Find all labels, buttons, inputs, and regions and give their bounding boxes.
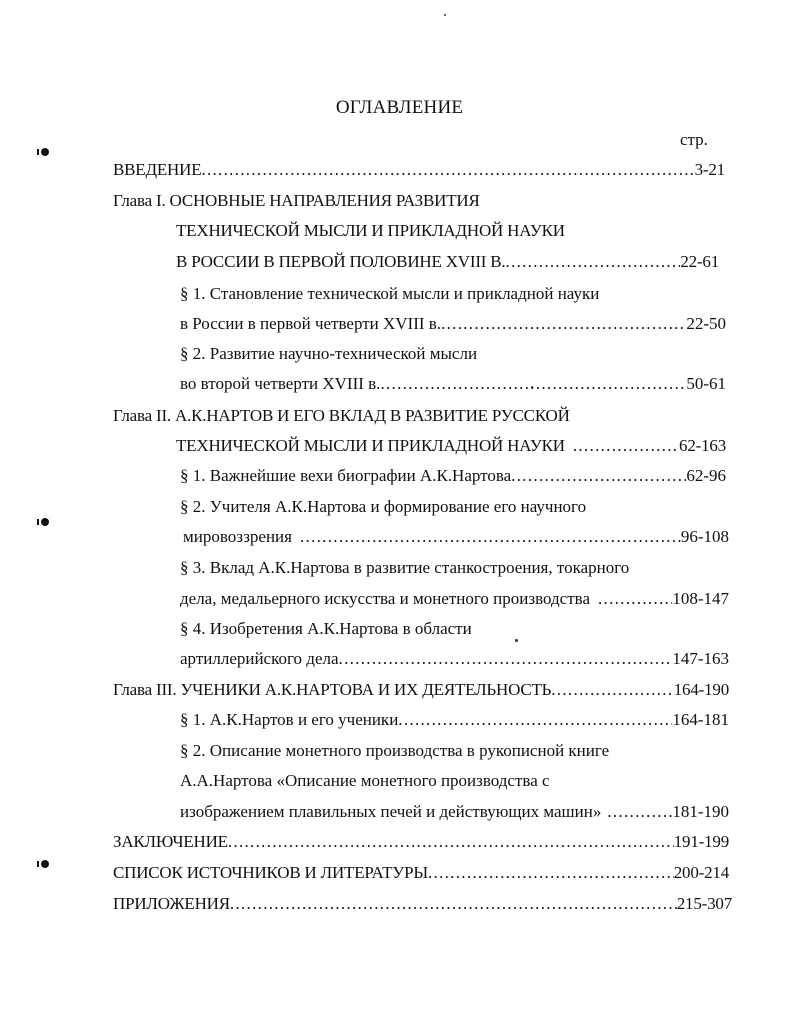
toc-entry-conclusion [113,832,729,852]
toc-entry-text: ЗАКЛЮЧЕНИЕ [113,832,228,851]
toc-entry-pages: 200-214 [673,863,729,882]
section-2-2-line-1: § 2. Учителя А.К.Нартова и формирование его научного [180,497,587,516]
scan-speck [515,639,518,642]
toc-entry-text: § 1. А.К.Нартов и его ученики [180,710,399,729]
toc-entry-pages: 191-199 [673,832,729,851]
toc-entry-text: в России в первой четверти XVIII в. [180,314,442,333]
toc-entry-pages: 181-190 [672,802,729,821]
toc-entry-section-2-4 [180,649,729,669]
dot-leader [398,710,672,730]
toc-entry-pages: 22-50 [686,314,726,333]
binding-hole-mark [41,148,49,156]
toc-entry-text: ВВЕДЕНИЕ [113,160,202,179]
dot-leader [228,832,674,852]
dot-leader [607,802,672,822]
toc-entry-pages: 108-147 [672,589,729,608]
section-1-2-line-1: § 2. Развитие научно-технической мысли [180,344,478,363]
binding-hole-mark [41,860,49,868]
toc-entry-text: СПИСОК ИСТОЧНИКОВ И ЛИТЕРАТУРЫ [113,863,428,882]
section-2-3-line-1: § 3. Вклад А.К.Нартова в развитие станкостроения, токарного [180,558,630,577]
dot-leader [428,863,674,883]
toc-entry-text: В РОССИИ В ПЕРВОЙ ПОЛОВИНЕ XVIII В. [176,252,506,271]
section-3-2-line-1: § 2. Описание монетного производства в рукописной книге [180,741,610,760]
chapter-1-heading-line-2: ТЕХНИЧЕСКОЙ МЫСЛИ И ПРИКЛАДНОЙ НАУКИ [176,221,565,240]
toc-entry-text: ПРИЛОЖЕНИЯ [113,894,230,913]
dot-leader [441,314,686,334]
chapter-2-heading-line-1: Глава II. А.К.НАРТОВ И ЕГО ВКЛАД В РАЗВИТИЕ РУССКОЙ [113,406,570,425]
page-column-label: стр. [680,130,708,149]
toc-entry-section-2-2 [183,527,729,547]
toc-entry-section-3-1 [180,710,729,730]
dot-leader [201,160,694,180]
dot-leader [230,894,677,914]
toc-entry-text: дела, медальерного искусства и монетного производства [180,589,590,608]
toc-entry-pages: 22-61 [680,252,719,271]
dot-leader [380,374,686,394]
dot-leader [598,589,672,609]
toc-entry-text: Глава III. УЧЕНИКИ А.К.НАРТОВА И ИХ ДЕЯТЕЛЬНОСТЬ [113,680,552,699]
dot-leader [551,680,673,700]
toc-entry-pages: 62-163 [679,436,726,455]
section-2-4-line-1: § 4. Изобретения А.К.Нартова в области [180,619,472,638]
toc-entry-text: мировоззрения [183,527,292,546]
dot-leader [300,527,681,547]
scan-speck [444,14,446,16]
toc-entry-text: изображением плавильных печей и действующих машин» [180,802,602,821]
dot-leader [505,252,680,272]
toc-entry-pages: 164-190 [673,680,729,699]
toc-entry-pages: 62-96 [686,466,726,485]
dot-leader [339,649,673,669]
toc-entry-intro [113,160,725,180]
dot-leader [511,466,686,486]
toc-entry-appendix [113,894,732,914]
toc-entry-pages: 147-163 [672,649,729,668]
toc-entry-sources [113,863,729,883]
toc-entry-text: во второй четверти XVIII в. [180,374,381,393]
chapter-1-heading-line-1: Глава I. ОСНОВНЫЕ НАПРАВЛЕНИЯ РАЗВИТИЯ [113,191,480,210]
toc-entry-pages: 96-108 [680,527,729,546]
toc-entry-pages: 215-307 [676,894,732,913]
page-title: ОГЛАВЛЕНИЕ [335,97,464,118]
dot-leader [573,436,679,456]
toc-entry-section-3-2 [180,802,729,822]
toc-entry-section-2-1 [180,466,726,486]
toc-entry-pages: 50-61 [686,374,726,393]
toc-entry-section-2-3 [180,589,729,609]
toc-entry-pages: 164-181 [672,710,729,729]
toc-entry-chapter-2 [176,436,726,456]
toc-entry-chapter-3 [113,680,729,700]
section-3-2-line-2: А.А.Нартова «Описание монетного производства с [180,771,550,790]
toc-entry-pages: 3-21 [694,160,725,179]
toc-entry-text: артиллерийского дела [180,649,339,668]
toc-entry-text: ТЕХНИЧЕСКОЙ МЫСЛИ И ПРИКЛАДНОЙ НАУКИ [176,436,565,455]
toc-entry-section-1-2 [180,374,726,394]
toc-entry-chapter-1 [176,252,719,272]
binding-hole-mark [41,518,49,526]
section-1-1-line-1: § 1. Становление технической мысли и прикладной науки [180,284,600,303]
toc-entry-text: § 1. Важнейшие вехи биографии А.К.Нартова [180,466,512,485]
toc-entry-section-1-1 [180,314,726,334]
